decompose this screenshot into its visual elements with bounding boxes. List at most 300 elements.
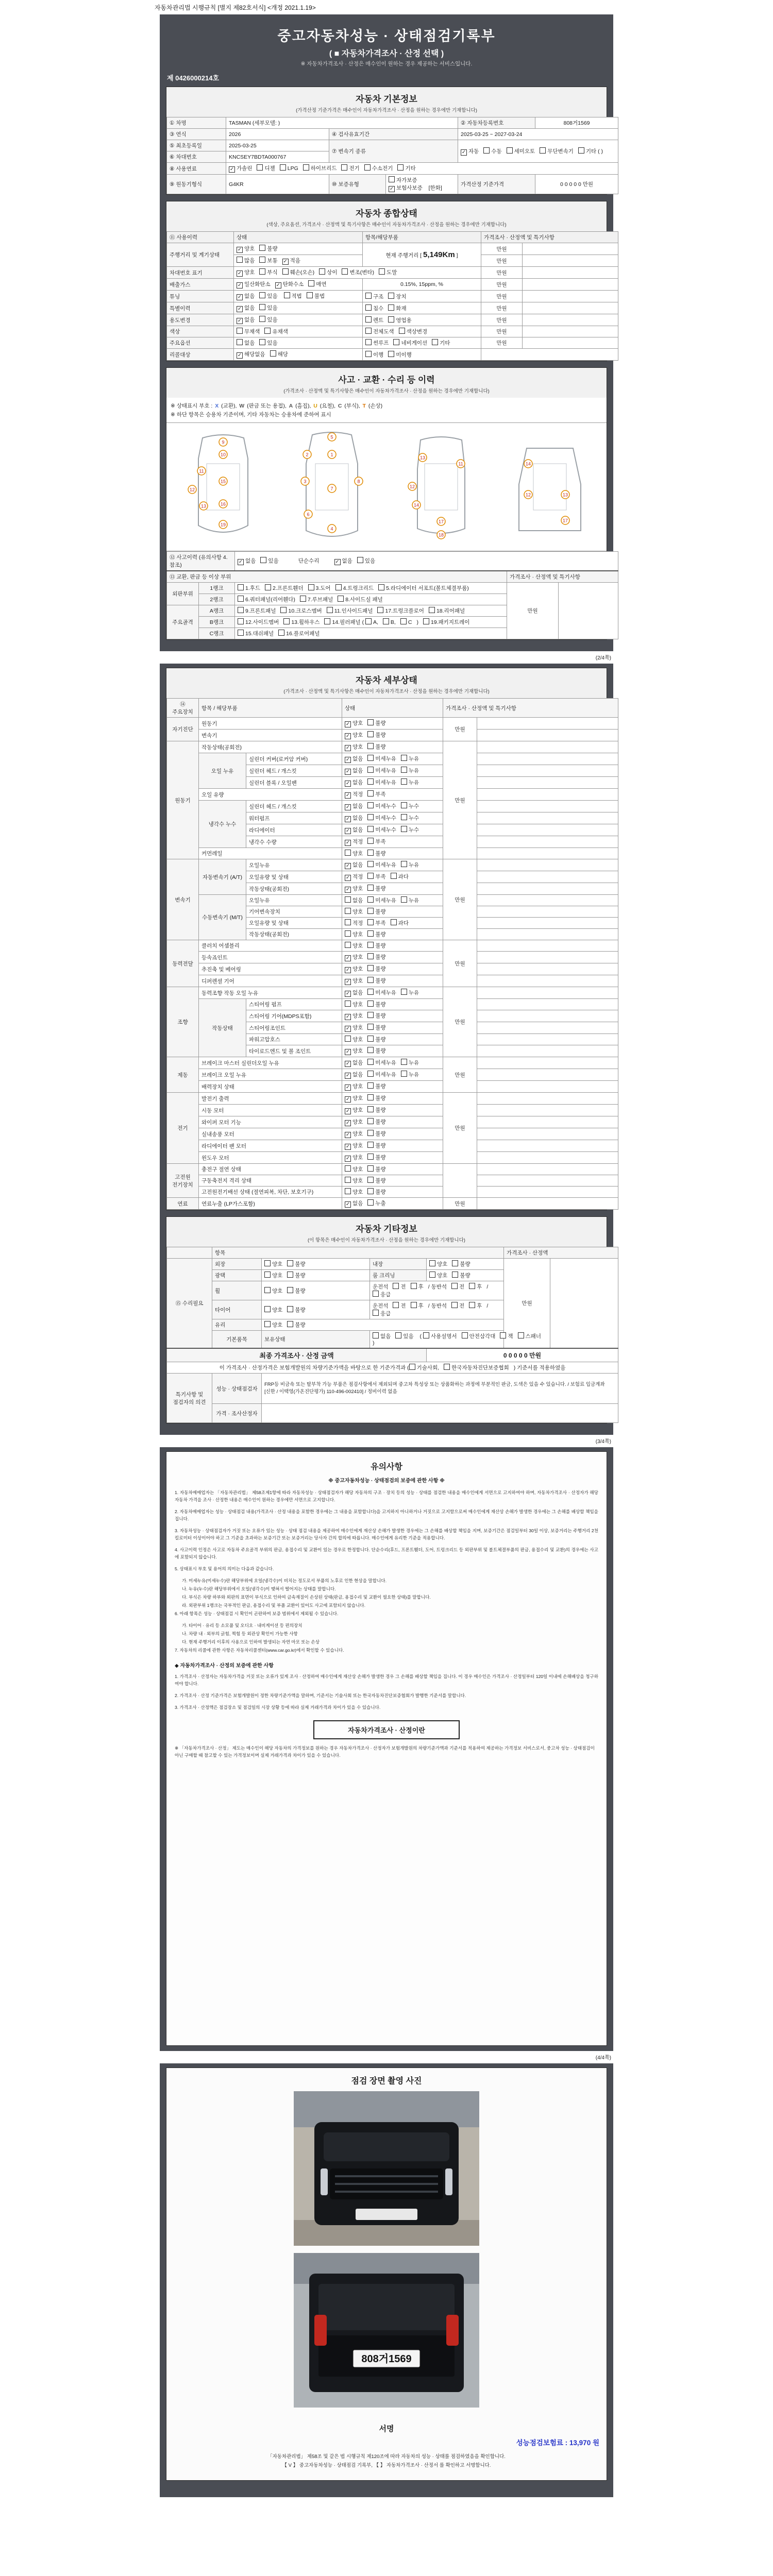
checkbox[interactable] — [365, 293, 372, 299]
checkbox[interactable] — [367, 1071, 374, 1077]
checkbox[interactable] — [345, 1177, 351, 1183]
checkbox[interactable] — [578, 147, 584, 154]
checkbox-option — [367, 719, 385, 727]
checkbox-label: 무단변속기 — [547, 148, 574, 155]
checkbox[interactable] — [283, 618, 290, 624]
checkbox[interactable] — [364, 164, 371, 171]
checkbox[interactable] — [373, 1291, 379, 1297]
device-notes-cell — [477, 895, 618, 906]
checkbox[interactable] — [367, 873, 374, 879]
checkbox-label: 양호 — [352, 1048, 363, 1054]
checkbox[interactable]: ✓ — [345, 1108, 351, 1114]
checkbox[interactable] — [452, 1272, 458, 1278]
device-item-label: 브레이크 마스터 실린더오일 누유 — [199, 1057, 342, 1069]
checkbox[interactable] — [365, 351, 372, 357]
checkbox[interactable] — [345, 930, 351, 937]
checkbox[interactable] — [259, 316, 265, 322]
checkbox[interactable]: ✓ — [389, 186, 395, 192]
checkbox-label: 양호 — [352, 1155, 363, 1161]
checkbox[interactable]: ✓ — [345, 733, 351, 739]
checkbox[interactable]: ✓ — [237, 282, 243, 289]
checkbox-option — [367, 755, 396, 762]
checkbox[interactable]: ✓ — [237, 352, 243, 359]
device-item-label: 워터펌프 — [246, 812, 342, 824]
warranty-provider: [한화] — [427, 185, 442, 191]
detail-row — [167, 801, 618, 812]
checkbox[interactable] — [270, 350, 276, 357]
checkbox[interactable] — [451, 1302, 458, 1308]
device-notes-cell — [477, 975, 618, 987]
checkbox-label: 불량 — [375, 720, 386, 726]
diagram-callout-1 — [328, 450, 336, 459]
checkbox[interactable] — [338, 596, 344, 602]
checkbox[interactable] — [335, 584, 342, 590]
checkbox[interactable] — [365, 618, 372, 624]
checkbox[interactable]: ✓ — [229, 166, 235, 173]
checkbox[interactable] — [388, 316, 394, 323]
checkbox[interactable]: ✓ — [345, 757, 351, 763]
checkbox[interactable] — [257, 164, 263, 171]
checkbox[interactable] — [365, 339, 372, 345]
checkbox[interactable]: ✓ — [345, 1120, 351, 1126]
checkbox-group — [373, 1303, 493, 1317]
checkbox[interactable]: ✓ — [334, 559, 341, 565]
checkbox[interactable] — [260, 557, 266, 563]
checkbox-option — [367, 1154, 385, 1161]
license-plate: 808거1569 — [361, 2353, 412, 2365]
checkbox[interactable] — [238, 607, 244, 613]
checkbox-option — [259, 316, 277, 324]
checkbox[interactable] — [345, 896, 351, 903]
checkbox[interactable] — [507, 147, 513, 154]
checkbox[interactable]: ✓ — [345, 840, 351, 846]
checkbox[interactable]: ✓ — [345, 769, 351, 775]
checkbox[interactable] — [399, 328, 405, 334]
checkbox[interactable]: ✓ — [237, 294, 243, 300]
detail-row — [167, 859, 618, 871]
checkbox[interactable] — [238, 630, 244, 636]
checkbox[interactable] — [401, 802, 407, 808]
checkbox[interactable] — [391, 919, 397, 925]
checkbox[interactable] — [365, 316, 372, 323]
checkbox[interactable] — [429, 607, 435, 613]
checkbox[interactable] — [287, 1306, 293, 1312]
checkbox[interactable] — [307, 292, 313, 298]
checkbox[interactable] — [237, 328, 243, 334]
checkbox[interactable] — [367, 1188, 374, 1194]
checkbox[interactable] — [367, 919, 374, 925]
checkbox[interactable] — [345, 1165, 351, 1172]
checkbox[interactable]: ✓ — [345, 887, 351, 893]
checkbox[interactable] — [367, 1001, 374, 1007]
checkbox[interactable] — [367, 743, 374, 749]
checkbox[interactable] — [278, 630, 284, 636]
checkbox[interactable] — [367, 778, 374, 785]
checkbox-label: 양호 — [352, 1189, 363, 1195]
checkbox-label: 전 — [459, 1303, 465, 1309]
checkbox[interactable] — [367, 1012, 374, 1018]
checkbox[interactable] — [367, 790, 374, 796]
checkbox[interactable]: ✓ — [345, 875, 351, 881]
checkbox[interactable] — [429, 1272, 435, 1278]
checkbox[interactable]: ✓ — [237, 247, 243, 253]
checkbox[interactable] — [287, 1287, 293, 1293]
checkbox[interactable]: ✓ — [345, 781, 351, 787]
checkbox[interactable] — [395, 1332, 401, 1338]
checkbox[interactable] — [324, 618, 330, 624]
detail-state-table — [166, 698, 618, 1210]
checkbox[interactable] — [367, 850, 374, 856]
state-options — [234, 279, 363, 291]
checkbox[interactable] — [300, 596, 306, 602]
checkbox[interactable] — [401, 896, 407, 903]
checkbox[interactable]: ✓ — [345, 804, 351, 810]
checkbox[interactable]: ✓ — [345, 1156, 351, 1162]
notice-item: 5. 상태표시 부호 및 용어의 의미는 다음과 같습니다. — [175, 1566, 274, 1571]
checkbox[interactable] — [367, 896, 374, 903]
checkbox[interactable] — [367, 861, 374, 867]
checkbox-option — [401, 989, 419, 996]
checkbox[interactable] — [400, 618, 407, 624]
checkbox[interactable] — [367, 1106, 374, 1112]
checkbox-label: 해당 — [277, 351, 288, 358]
checkbox[interactable] — [308, 584, 314, 590]
checkbox[interactable] — [238, 596, 244, 602]
checkbox[interactable]: ✓ — [237, 318, 243, 324]
checkbox-option — [345, 826, 363, 834]
rank-price-cell: 만원 — [507, 583, 559, 639]
checkbox[interactable]: ✓ — [345, 955, 351, 961]
checkbox[interactable] — [264, 1260, 271, 1266]
checkbox[interactable]: ✓ — [237, 306, 243, 312]
checkbox-option — [367, 861, 396, 869]
checkbox[interactable] — [345, 1036, 351, 1042]
checkbox[interactable]: ✓ — [345, 979, 351, 985]
checkbox[interactable]: ✓ — [282, 259, 289, 265]
device-notes-cell — [477, 1164, 618, 1175]
checkbox[interactable]: ✓ — [238, 559, 244, 565]
paren: ) — [373, 1340, 375, 1346]
checkbox-option — [303, 164, 337, 172]
checkbox[interactable] — [373, 1310, 379, 1316]
device-notes-cell — [477, 1175, 618, 1187]
checkbox-option — [500, 1332, 513, 1340]
checkbox[interactable] — [365, 304, 372, 311]
checkbox-option — [237, 316, 255, 324]
diagram-callout-18 — [437, 531, 445, 539]
checkbox-label: 미이행 — [396, 351, 412, 358]
checkbox[interactable] — [287, 1260, 293, 1266]
checkbox[interactable] — [452, 1260, 458, 1266]
device-group-label: 전기 — [167, 1093, 199, 1164]
checkbox[interactable] — [367, 930, 374, 937]
checkbox[interactable] — [367, 802, 374, 808]
checkbox-option — [307, 292, 325, 300]
checkbox[interactable] — [409, 1364, 415, 1370]
checkbox[interactable] — [264, 1272, 271, 1278]
checkbox-label: 누출 — [375, 1200, 386, 1207]
checkbox[interactable] — [327, 607, 333, 613]
checkbox[interactable]: ✓ — [345, 1049, 351, 1055]
checkbox[interactable] — [264, 1306, 271, 1312]
checkbox[interactable] — [377, 607, 383, 613]
checkbox[interactable]: ✓ — [345, 967, 351, 973]
checkbox[interactable] — [367, 1094, 374, 1100]
checkbox[interactable] — [367, 1199, 374, 1206]
checkbox[interactable] — [401, 861, 407, 867]
checkbox[interactable]: ✓ — [345, 1132, 351, 1138]
state-code-W: W — [239, 403, 245, 409]
checkbox[interactable] — [367, 814, 374, 820]
accident-subtitle: (가격조사 · 산정액 및 특기사항은 매수인이 자동차가격조사 · 산정을 원하는 경우에만 기재합니다) — [166, 385, 607, 398]
device-sub-label: 냉각수 누수 — [199, 801, 246, 848]
checkbox-option — [451, 1302, 464, 1310]
checkbox[interactable] — [393, 339, 399, 345]
checkbox[interactable] — [367, 1082, 374, 1089]
checkbox[interactable]: ✓ — [461, 149, 467, 156]
checkbox[interactable] — [367, 942, 374, 948]
checkbox[interactable] — [367, 1047, 374, 1053]
checkbox[interactable] — [342, 268, 348, 275]
checkbox[interactable]: ✓ — [237, 270, 243, 277]
device-price-cell: 만원 — [443, 859, 477, 940]
checkbox[interactable] — [367, 838, 374, 844]
checkbox[interactable] — [259, 268, 265, 275]
checkbox[interactable]: ✓ — [345, 1014, 351, 1020]
warranty-type-options — [386, 175, 458, 194]
detail-row — [167, 1152, 618, 1164]
checkbox-label: 불량 — [375, 909, 386, 915]
checkbox[interactable] — [259, 339, 265, 345]
checkbox[interactable] — [411, 1302, 417, 1308]
checkbox-option — [237, 280, 271, 289]
checkbox[interactable] — [367, 1154, 374, 1160]
checkbox[interactable] — [401, 826, 407, 832]
checkbox[interactable] — [264, 1321, 271, 1327]
checkbox-option — [429, 607, 465, 615]
checkbox[interactable]: ✓ — [345, 1084, 351, 1091]
checkbox[interactable] — [432, 339, 438, 345]
checkbox[interactable] — [345, 1188, 351, 1194]
checkbox[interactable] — [284, 292, 290, 298]
checkbox-option — [259, 268, 277, 276]
checkbox[interactable] — [259, 257, 265, 263]
checkbox[interactable] — [401, 1071, 407, 1077]
checkbox[interactable] — [389, 176, 395, 182]
checkbox[interactable] — [367, 965, 374, 971]
checkbox[interactable]: ✓ — [345, 745, 351, 751]
checkbox[interactable] — [265, 584, 271, 590]
checkbox[interactable] — [238, 584, 244, 590]
checkbox[interactable] — [367, 826, 374, 832]
checkbox[interactable] — [345, 1001, 351, 1007]
checkbox-label: 없음 — [352, 1072, 363, 1078]
repair-item-label-2: 룸 크리닝 — [370, 1270, 427, 1281]
checkbox[interactable] — [259, 304, 265, 310]
checkbox[interactable] — [367, 1177, 374, 1183]
checkbox[interactable] — [367, 719, 374, 725]
checkbox[interactable] — [373, 1332, 379, 1338]
checkbox[interactable] — [367, 885, 374, 891]
checkbox[interactable] — [500, 1332, 506, 1338]
checkbox[interactable] — [388, 304, 394, 311]
checkbox[interactable] — [345, 850, 351, 856]
checkbox[interactable]: ✓ — [345, 792, 351, 799]
transmission-type-options — [458, 140, 618, 163]
checkbox-label: 11.인사이드패널 — [334, 608, 373, 614]
checkbox[interactable] — [367, 1142, 374, 1148]
checkbox-label: 양호 — [437, 1273, 448, 1279]
checkbox-label: 양호 — [352, 1002, 363, 1008]
checkbox[interactable] — [393, 1302, 399, 1308]
checkbox-label: 있음 — [267, 293, 278, 299]
checkbox[interactable] — [391, 873, 397, 879]
checkbox[interactable] — [383, 618, 389, 624]
item-options — [363, 302, 481, 314]
notes-cell — [523, 337, 618, 349]
checkbox[interactable] — [367, 953, 374, 959]
checkbox-group — [345, 954, 391, 960]
checkbox-group — [345, 1095, 391, 1101]
checkbox[interactable] — [287, 1272, 293, 1278]
checkbox[interactable] — [280, 607, 287, 613]
checkbox[interactable] — [264, 328, 271, 334]
checkbox[interactable] — [462, 1332, 468, 1338]
checkbox[interactable] — [518, 1332, 524, 1338]
checkbox[interactable] — [367, 767, 374, 773]
checkbox[interactable] — [237, 339, 243, 345]
checkbox-option — [229, 164, 252, 173]
checkbox[interactable] — [429, 1260, 435, 1266]
checkbox-label: 없음 — [352, 768, 363, 774]
checkbox-option — [345, 965, 363, 973]
checkbox[interactable] — [367, 731, 374, 737]
signature-statement-2: 【 V 】 중고자동차성능 · 상태점검 기록부, 【 】 자동차가격조사 · 산정서 를 확인하고 서명합니다. — [282, 2463, 491, 2468]
checkbox[interactable] — [401, 814, 407, 820]
checkbox[interactable] — [365, 328, 372, 334]
checkbox[interactable] — [367, 1118, 374, 1124]
checkbox-group — [345, 920, 413, 926]
checkbox-option — [367, 989, 396, 996]
rank-price-header: 가격조사 · 산정액 및 특기사항 — [507, 571, 618, 583]
checkbox-option — [367, 778, 396, 786]
detail-header-device: ⑭ 주요장치 — [167, 699, 199, 718]
checkbox[interactable]: ✓ — [345, 828, 351, 834]
checkbox-option — [429, 1272, 447, 1279]
checkbox[interactable]: ✓ — [345, 1096, 351, 1103]
checkbox[interactable] — [345, 908, 351, 914]
checkbox[interactable]: ✓ — [345, 1144, 351, 1150]
checkbox[interactable]: ✓ — [345, 1073, 351, 1079]
checkbox[interactable] — [451, 1283, 458, 1289]
checkbox[interactable] — [469, 1283, 475, 1289]
checkbox[interactable] — [287, 1321, 293, 1327]
checkbox[interactable] — [280, 164, 286, 171]
checkbox[interactable] — [237, 257, 243, 263]
checkbox-option — [319, 268, 337, 276]
checkbox[interactable]: ✓ — [345, 991, 351, 997]
checkbox[interactable] — [393, 1283, 399, 1289]
checkbox[interactable] — [423, 1332, 429, 1338]
checkbox[interactable]: ✓ — [345, 1201, 351, 1208]
checkbox[interactable] — [357, 557, 363, 563]
checkbox[interactable] — [259, 245, 265, 251]
checkbox[interactable] — [423, 618, 429, 624]
checkbox[interactable] — [282, 268, 289, 275]
checkbox-label: 없음 — [244, 293, 255, 299]
checkbox-group — [345, 1178, 391, 1184]
checkbox-label: 양호 — [352, 1013, 363, 1019]
checkbox[interactable] — [259, 292, 265, 298]
checkbox[interactable]: ✓ — [275, 282, 281, 289]
checkbox[interactable] — [411, 1283, 417, 1289]
checkbox-label: 양호 — [352, 931, 363, 938]
checkbox[interactable] — [367, 1059, 374, 1065]
checkbox[interactable] — [469, 1302, 475, 1308]
checkbox[interactable] — [401, 767, 407, 773]
checkbox[interactable] — [388, 351, 394, 357]
checkbox[interactable]: ✓ — [345, 863, 351, 869]
checkbox[interactable]: ✓ — [345, 816, 351, 822]
checkbox[interactable] — [379, 268, 385, 275]
checkbox[interactable] — [378, 584, 384, 590]
checkbox[interactable] — [319, 268, 325, 275]
checkbox[interactable] — [367, 1024, 374, 1030]
checkbox[interactable] — [303, 164, 309, 171]
checkbox[interactable] — [345, 942, 351, 948]
checkbox[interactable] — [367, 977, 374, 983]
checkbox-option — [345, 1165, 363, 1173]
checkbox-option — [367, 731, 385, 739]
price-cell: 만원 — [481, 337, 523, 349]
checkbox[interactable] — [341, 164, 347, 171]
checkbox[interactable] — [483, 147, 490, 154]
checkbox-option — [300, 596, 333, 603]
checkbox-label: 불법 — [314, 293, 325, 299]
checkbox[interactable] — [367, 755, 374, 761]
checkbox[interactable] — [397, 164, 404, 171]
notes-cell — [523, 267, 618, 279]
checkbox[interactable] — [238, 618, 244, 624]
checkbox-option — [365, 351, 383, 359]
device-item-label: 오일누유 — [246, 859, 342, 871]
checkbox[interactable] — [367, 908, 374, 914]
checkbox[interactable] — [401, 1059, 407, 1065]
checkbox-option — [373, 1291, 391, 1298]
svg-text:7: 7 — [330, 486, 333, 492]
checkbox[interactable] — [401, 989, 407, 995]
checkbox[interactable]: ✓ — [345, 1026, 351, 1032]
checkbox[interactable] — [308, 280, 314, 286]
checkbox[interactable]: ✓ — [345, 1061, 351, 1067]
checkbox[interactable] — [367, 1036, 374, 1042]
checkbox[interactable] — [388, 293, 394, 299]
checkbox[interactable] — [444, 1364, 450, 1370]
checkbox-label: 미세누유 — [375, 756, 396, 762]
checkbox[interactable]: ✓ — [345, 721, 351, 727]
checkbox[interactable] — [367, 989, 374, 995]
checkbox[interactable] — [264, 1287, 271, 1293]
checkbox[interactable] — [540, 147, 546, 154]
checkbox[interactable] — [367, 1165, 374, 1172]
checkbox[interactable] — [367, 1130, 374, 1136]
checkbox[interactable] — [345, 919, 351, 925]
checkbox-group — [237, 293, 282, 299]
checkbox[interactable] — [401, 778, 407, 785]
checkbox[interactable] — [401, 755, 407, 761]
checkbox-group — [345, 1013, 391, 1019]
mileage-state-1 — [234, 243, 363, 255]
